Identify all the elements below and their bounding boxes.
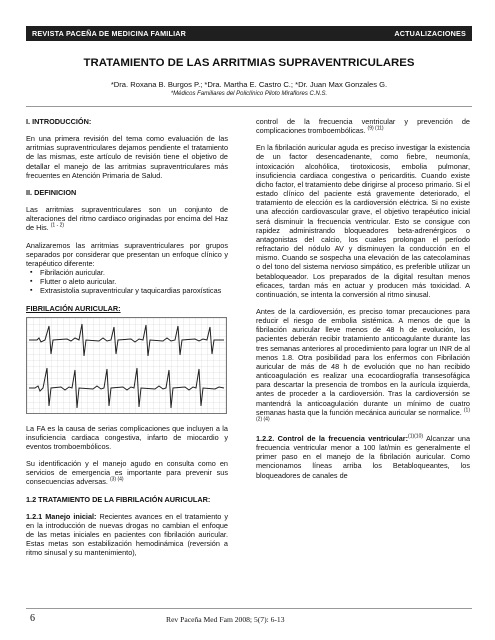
paragraph-fibrilacion-aguda: En la fibrilación auricular aguda es preciso investigar la existencia de un factor desencadenante, como fiebre, neumonía, intoxicación alcohólica, tirotoxicosis, embolia pulmonar, insuficiencia cardiaca congestiva o pericarditis. Cuando existe dicho factor, el tratamiento debe dirigirse al proceso primario. Si el estado clínico del paciente está gravemente deteriorado, el tratamiento de elección es la cardioversión eléctrica. Si no existe una afección cardiovascular grave, el objetivo terapéutico inicial será disminuir la frecuencia ventricular. Esto se consigue con rapidez administrando bloqueadores beta-adrenérgicos o antagonistas del calcio, los cuales prolongan el período refractario del nódulo AV y disminuyen la conducción en el mismo. Cuando se sospecha una elevación de las catecolaminas o del tono del sistema nervioso simpático, es preferible utilizar un betabloqueador. Los preparados de la digital resultan menos eficaces, tardan más en actuar y producen más toxicidad. A continuación, se intenta la conversión al ritmo sinusal. bbox=[256, 143, 470, 299]
ref-frecuencia: (1)(10) bbox=[408, 433, 424, 440]
right-column bbox=[256, 117, 470, 488]
arrhythmia-list bbox=[26, 268, 228, 295]
paragraph-identificacion: Su identificación y el manejo agudo en consulta como en servicios de emergencia es importante para prevenir sus consecuencias adversas. $^{(3) (4)}$ bbox=[26, 459, 228, 487]
citation: Rev Paceña Med Fam 2008; 5(7): 6-13 bbox=[166, 615, 285, 624]
paragraph-definicion: Las arritmias supraventriculares son un conjunto de alteraciones del ritmo cardiaco originadas por encima del Haz de His. $^{(1 - 2)}$ bbox=[26, 205, 228, 233]
heading-manejo-inicial: 1.2.1 Manejo inicial: bbox=[26, 511, 97, 521]
list-item: ▪ Flutter o aleto auricular. bbox=[40, 277, 228, 286]
footer-divider bbox=[26, 608, 472, 609]
paragraph-fa: La FA es la causa de serias complicaciones que incluyen a la insuficiencia cardiaca congestiva, infarto de miocardio y eventos tromboembólicos. bbox=[26, 423, 228, 451]
paragraph-manejo-inicial: 1.2.1 Manejo inicial: Recientes avances en el tratamiento y en la introducción de nuevas drogas no cambian el enfoque de las metas iniciales en pacientes con fibrilación auricular. Estas metas son estabilización hemodinámica (reversión a ritmo sinusal y su mantenimiento), bbox=[26, 511, 228, 558]
section-name: ACTUALIZACIONES bbox=[394, 29, 466, 38]
heading-fibrilacion: FIBRILACIÓN AURICULAR: bbox=[26, 303, 121, 313]
heading-definicion: II. DEFINICION bbox=[26, 187, 77, 197]
heading-introduccion: I. INTRODUCCIÓN: bbox=[26, 117, 92, 126]
journal-header-bar bbox=[26, 26, 472, 41]
ecg-strip-image bbox=[27, 318, 226, 413]
ref-cardioversion: (1) (2) (4) bbox=[256, 407, 471, 423]
heading-control-frecuencia: 1.2.2. Control de la frecuencia ventricular: bbox=[256, 434, 409, 443]
journal-name: REVISTA PACEÑA DE MEDICINA FAMILIAR bbox=[32, 29, 187, 38]
paragraph-introduccion: En una primera revisión del tema como evaluación de las arritmias supraventriculares dejamos pendiente el tratamiento de las mismas, este artículo de revisión tiene el objetivo de detallar el manejo de las arritmias supraventriculares más frecuentes en Atención Primaria de Salud. bbox=[26, 134, 228, 180]
list-item: ▪ Extrasistolia supraventricular y taquicardias paroxísticas bbox=[40, 286, 228, 295]
paragraph-control: control de la frecuencia ventricular y prevención de complicaciones tromboembólicas. $^{(9) (11)}$ bbox=[256, 117, 470, 136]
heading-tratamiento-fa: 1.2 TRATAMIENTO DE LA FIBRILACIÓN AURICULAR: bbox=[26, 494, 211, 504]
article-title: TRATAMIENTO DE LAS ARRITMIAS SUPRAVENTRICULARES bbox=[83, 57, 415, 69]
affiliation: *Médicos Familiares del Policlínico Piloto Miraflores C.N.S. bbox=[170, 91, 328, 97]
left-column bbox=[26, 117, 228, 566]
ref-def: (1 - 2) bbox=[50, 222, 65, 229]
paragraph-control-frecuencia: 1.2.2. Control de la frecuencia ventricular:$^{(1)(10)}$ Alcanzar una frecuencia ventricular menor a 100 lat/min es generalmente el primer paso en el manejo de la fibrilación auricular. Como mencionamos líneas arriba los Betabloqueantes, los bloqueadores de canales de bbox=[256, 433, 471, 480]
ref-control: (9) (11) bbox=[367, 125, 384, 132]
ecg-figure bbox=[26, 317, 227, 414]
paragraph-analizaremos: Analizaremos las arritmias supraventriculares por grupos separados por considerar que presentan un enfoque clínico y terapéutico diferente: bbox=[26, 240, 228, 268]
paragraph-cardioversion: Antes de la cardioversión, es preciso tomar precauciones para reducir el riesgo de embolia sistémica. A menos de que la fibrilación auricular lleve menos de 48 h de evolución, los pacientes deberán recibir tratamiento anticoagulante durante las tres semanas anteriores al procedimiento para lograr un INR de al menos 1.8. Otra posibilidad para los enfermos con Fibrilación auricular de más de 48 h de evolución que no han recibido anticoagulación es realizar una ecocardiografía transesofágica para descartar la presencia de trombos en la aurícula izquierda, antes de proceder a la cardioversión. Tras la cardioversión se mantendrá la anticoagulación durante un mínimo de cuatro semanas hasta que la función mecánica auricular se normalice. $^{(1) (2) (4)}$ bbox=[256, 306, 471, 423]
authors: *Dra. Roxana B. Burgos P.; *Dra. Martha E. Castro C.; *Dr. Juan Max Gonzales G. bbox=[110, 80, 388, 89]
ref-ident: (3) (4) bbox=[109, 477, 124, 484]
list-item: ▪ Fibrilación auricular. bbox=[40, 268, 228, 277]
page-number: 6 bbox=[30, 613, 35, 624]
header-divider bbox=[26, 106, 472, 107]
